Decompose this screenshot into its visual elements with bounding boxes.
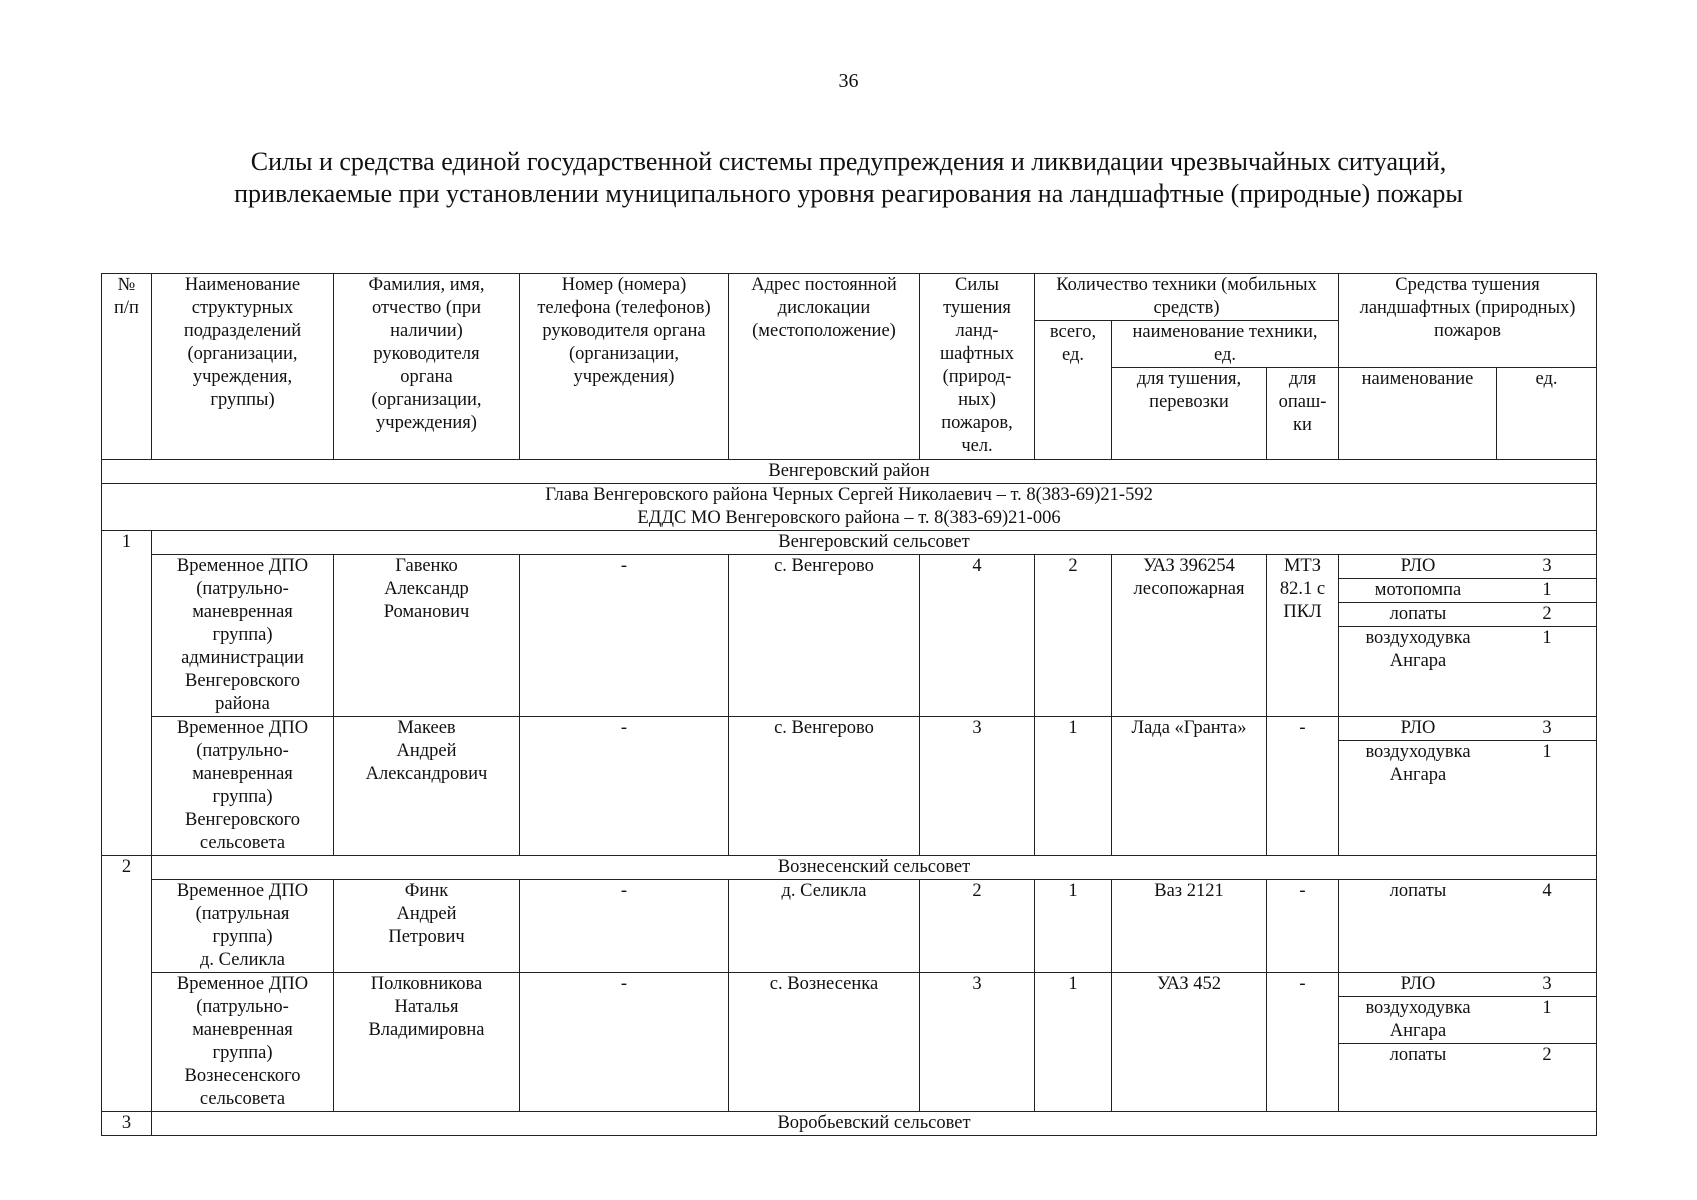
header-tech-name (1112, 321, 1339, 368)
title-line-1: Силы и средства единой государственной системы предупреждения и ликвидации чрезвычайных ситуаций, (250, 147, 1447, 176)
text-line: (патрульная (195, 904, 290, 924)
means-unit: 2 (1497, 1044, 1597, 1068)
text-line: наличии) (390, 321, 463, 341)
section-row (102, 1112, 1597, 1136)
phone: - (520, 880, 729, 973)
text-line: Номер (номера) (561, 275, 687, 295)
means-cell (1339, 717, 1597, 856)
text-line: перевозки (1149, 392, 1229, 412)
text-line: Ваз 2121 (1154, 881, 1224, 901)
address: д. Селикла (729, 880, 920, 973)
text-line: Ангара (1389, 765, 1447, 785)
header-means-unit: ед. (1497, 368, 1597, 460)
unit-name (152, 717, 334, 856)
means-name (1339, 555, 1497, 579)
text-line: 82.1 с (1279, 579, 1326, 599)
text-line: маневренная (192, 602, 293, 622)
header-num (102, 274, 152, 460)
phone: - (520, 973, 729, 1112)
header-means-name: наименование (1339, 368, 1497, 460)
tech-fight (1112, 973, 1267, 1112)
text-line: группа) (212, 625, 273, 645)
means-cell (1339, 973, 1597, 1112)
tech-plow (1267, 880, 1339, 973)
tech-total: 1 (1035, 973, 1112, 1112)
unit-name (152, 880, 334, 973)
section-number: 3 (102, 1112, 152, 1136)
text-line: Александрович (365, 764, 488, 784)
means-name (1339, 880, 1497, 903)
means-name (1339, 627, 1497, 674)
text-line: - (1299, 718, 1306, 738)
text-line: Наименование (184, 275, 301, 295)
means-unit: 3 (1542, 718, 1552, 738)
text-line: ПКЛ (1283, 602, 1322, 622)
head-fio (334, 717, 520, 856)
text-line: Наталья (394, 997, 459, 1017)
text-line: группа) (212, 927, 273, 947)
text-line: Временное ДПО (176, 881, 309, 901)
means-unit: 1 (1497, 741, 1597, 788)
text-line: ед. (1213, 345, 1236, 365)
table-row (102, 880, 1597, 973)
text-line: МТЗ (1283, 556, 1322, 576)
text-line: Ангара (1389, 1021, 1447, 1041)
text-line: воздуходувка (1365, 742, 1471, 762)
means-name (1339, 579, 1497, 603)
text-line: дислокации (777, 298, 871, 318)
means-cell (1339, 555, 1597, 717)
text-line: Александр (384, 579, 469, 599)
text-line: (патрульно- (196, 579, 289, 599)
header-address (729, 274, 920, 460)
text-line: наименование техники, (1132, 322, 1318, 342)
text-line: тушения (943, 298, 1011, 318)
text-line: отчество (при (371, 298, 482, 318)
section-number: 2 (102, 856, 152, 1112)
table-row (102, 717, 1597, 856)
means-cell (1339, 880, 1597, 973)
text-line: Финк (404, 881, 449, 901)
means-item (1339, 717, 1597, 741)
means-name (1339, 997, 1497, 1044)
text-line: РЛО (1400, 718, 1436, 738)
header-phone (520, 274, 729, 460)
tech-plow (1267, 555, 1339, 717)
head-fio (334, 880, 520, 973)
means-unit: 1 (1497, 579, 1597, 603)
section-number: 1 (102, 531, 152, 856)
text-line: Полковникова (370, 974, 483, 994)
unit-name (152, 973, 334, 1112)
text-line: для тушения, (1136, 369, 1242, 389)
text-line: д. Селикла (199, 950, 285, 970)
means-unit: 4 (1542, 881, 1552, 901)
header-total (1035, 321, 1112, 460)
means-unit: 1 (1497, 997, 1597, 1044)
text-line: Временное ДПО (176, 718, 309, 738)
text-line: (патрульно- (196, 997, 289, 1017)
text-line: маневренная (192, 1020, 293, 1040)
means-name (1339, 717, 1497, 741)
tech-fight (1112, 555, 1267, 717)
text-line: Адрес постоянной (751, 275, 897, 295)
means-name (1339, 741, 1497, 788)
text-line: - (1299, 881, 1306, 901)
means-item (1339, 973, 1597, 997)
means-unit: 3 (1542, 974, 1552, 994)
text-line: телефона (телефонов) (537, 298, 711, 318)
text-line: воздуходувка (1365, 998, 1471, 1018)
text-line: группа) (212, 787, 273, 807)
text-line: Вознесенского (184, 1066, 301, 1086)
district-head: Глава Венгеровского района Черных Сергей Николаевич – т. 8(383-69)21-592 (545, 485, 1153, 505)
address: с. Вознесенка (729, 973, 920, 1112)
text-line: маневренная (192, 764, 293, 784)
text-line: Силы (955, 275, 999, 295)
text-line: п/п (114, 298, 139, 318)
table-body (102, 460, 1597, 1136)
text-line: ки (1293, 415, 1312, 435)
page-number: 36 (838, 70, 859, 92)
text-line: сельсовета (199, 833, 286, 853)
text-line: структурных (191, 298, 294, 318)
means-item (1339, 579, 1597, 603)
text-line: для (1288, 369, 1317, 389)
means-item (1339, 555, 1597, 579)
text-line: лопаты (1389, 881, 1447, 901)
text-line: ед. (1061, 345, 1084, 365)
text-line: РЛО (1400, 974, 1436, 994)
means-item (1339, 1044, 1597, 1068)
header-tech-fight (1112, 368, 1267, 460)
text-line: администрации (181, 648, 304, 668)
means-unit: 1 (1497, 627, 1597, 674)
tech-plow (1267, 973, 1339, 1112)
text-line: Временное ДПО (176, 974, 309, 994)
section-row (102, 856, 1597, 880)
unit-name (152, 555, 334, 717)
text-line: пожаров, (941, 413, 1013, 433)
text-line: Средства тушения (1395, 275, 1540, 295)
text-line: (организации, (187, 344, 298, 364)
phone: - (520, 717, 729, 856)
header-tech-plow (1267, 368, 1339, 460)
text-line: лопаты (1389, 604, 1447, 624)
means-list (1339, 880, 1597, 903)
tech-plow (1267, 717, 1339, 856)
table-row (102, 555, 1597, 717)
text-line: (организации, (568, 344, 680, 364)
text-line: УАЗ 396254 (1143, 556, 1235, 576)
means-item (1339, 741, 1597, 788)
text-line: № (117, 275, 136, 295)
means-name (1339, 973, 1497, 997)
text-line: учреждения) (573, 367, 675, 387)
text-line: всего, (1049, 322, 1097, 342)
text-line: пожаров (1434, 321, 1501, 341)
text-line: Лада «Гранта» (1131, 718, 1247, 738)
district-contacts (102, 484, 1597, 531)
text-line: (местоположение) (752, 321, 896, 341)
text-line: УАЗ 452 (1156, 974, 1222, 994)
tech-fight (1112, 717, 1267, 856)
district-name: Венгеровский район (102, 460, 1597, 484)
text-line: (природ- (942, 367, 1012, 387)
means-item (1339, 880, 1597, 903)
text-line: шафтных (939, 344, 1015, 364)
means-item (1339, 627, 1597, 674)
means-unit: 2 (1497, 603, 1597, 627)
tech-fight (1112, 880, 1267, 973)
text-line: Петрович (388, 927, 465, 947)
text-line: Венгеровского (184, 671, 301, 691)
text-line: Андрей (396, 741, 457, 761)
means-name (1339, 1044, 1497, 1068)
text-line: ландшафтных (природных) (1359, 298, 1576, 318)
text-line: воздуходувка (1365, 628, 1471, 648)
text-line: Временное ДПО (176, 556, 309, 576)
text-line: - (1299, 974, 1306, 994)
text-line: учреждения, (192, 367, 293, 387)
text-line: средств) (1153, 298, 1220, 318)
text-line: лопаты (1389, 1045, 1447, 1065)
means-list (1339, 973, 1597, 1067)
document-title (100, 146, 1597, 210)
text-line: мотопомпа (1374, 580, 1462, 600)
address: с. Венгерово (729, 717, 920, 856)
text-line: Венгеровского (184, 810, 301, 830)
text-line: Гавенко (395, 556, 458, 576)
forces-count: 2 (920, 880, 1035, 973)
text-line: (организации, (371, 390, 482, 410)
text-line: опаш- (1278, 392, 1327, 412)
means-item (1339, 603, 1597, 627)
head-fio (334, 555, 520, 717)
text-line: сельсовета (199, 1089, 286, 1109)
text-line: лесопожарная (1133, 579, 1245, 599)
means-unit: 3 (1542, 556, 1552, 576)
title-line-2: привлекаемые при установлении муниципального уровня реагирования на ландшафтные (природные) пожары (234, 179, 1463, 208)
table-header (102, 274, 1597, 460)
text-line: учреждения) (376, 413, 477, 433)
text-line: РЛО (1400, 556, 1436, 576)
text-line: группы) (210, 390, 275, 410)
section-name: Воробьевский сельсовет (152, 1112, 1597, 1136)
text-line: Фамилия, имя, (368, 275, 485, 295)
means-name (1339, 603, 1497, 627)
tech-total: 1 (1035, 717, 1112, 856)
text-line: Макеев (397, 718, 456, 738)
text-line: группа) (212, 1043, 273, 1063)
text-line: ланд- (955, 321, 999, 341)
header-forces (920, 274, 1035, 460)
forces-count: 3 (920, 973, 1035, 1112)
address: с. Венгерово (729, 555, 920, 717)
header-tech (1035, 274, 1339, 321)
text-line: органа (400, 367, 453, 387)
table-row (102, 973, 1597, 1112)
forces-count: 4 (920, 555, 1035, 717)
text-line: Количество техники (мобильных (1056, 275, 1317, 295)
district-contacts-row (102, 484, 1597, 531)
tech-total: 2 (1035, 555, 1112, 717)
district-edds: ЕДДС МО Венгеровского района – т. 8(383-69)21-006 (637, 508, 1061, 528)
header-means (1339, 274, 1597, 368)
text-line: чел. (961, 436, 993, 456)
header-fio (334, 274, 520, 460)
forces-table (101, 273, 1597, 1136)
text-line: Романович (383, 602, 470, 622)
text-line: Ангара (1389, 651, 1447, 671)
text-line: Андрей (396, 904, 457, 924)
text-line: (патрульно- (196, 741, 289, 761)
tech-total: 1 (1035, 880, 1112, 973)
text-line: подразделений (183, 321, 302, 341)
head-fio (334, 973, 520, 1112)
text-line: Владимировна (368, 1020, 485, 1040)
means-list (1339, 555, 1597, 673)
means-item (1339, 997, 1597, 1044)
text-line: ных) (958, 390, 996, 410)
text-line: района (215, 694, 270, 714)
section-row (102, 531, 1597, 555)
header-name (152, 274, 334, 460)
forces-count: 3 (920, 717, 1035, 856)
phone: - (520, 555, 729, 717)
section-name: Вознесенский сельсовет (152, 856, 1597, 880)
district-row (102, 460, 1597, 484)
text-line: руководителя органа (542, 321, 706, 341)
section-name: Венгеровский сельсовет (152, 531, 1597, 555)
text-line: руководителя (373, 344, 480, 364)
means-list (1339, 717, 1597, 787)
